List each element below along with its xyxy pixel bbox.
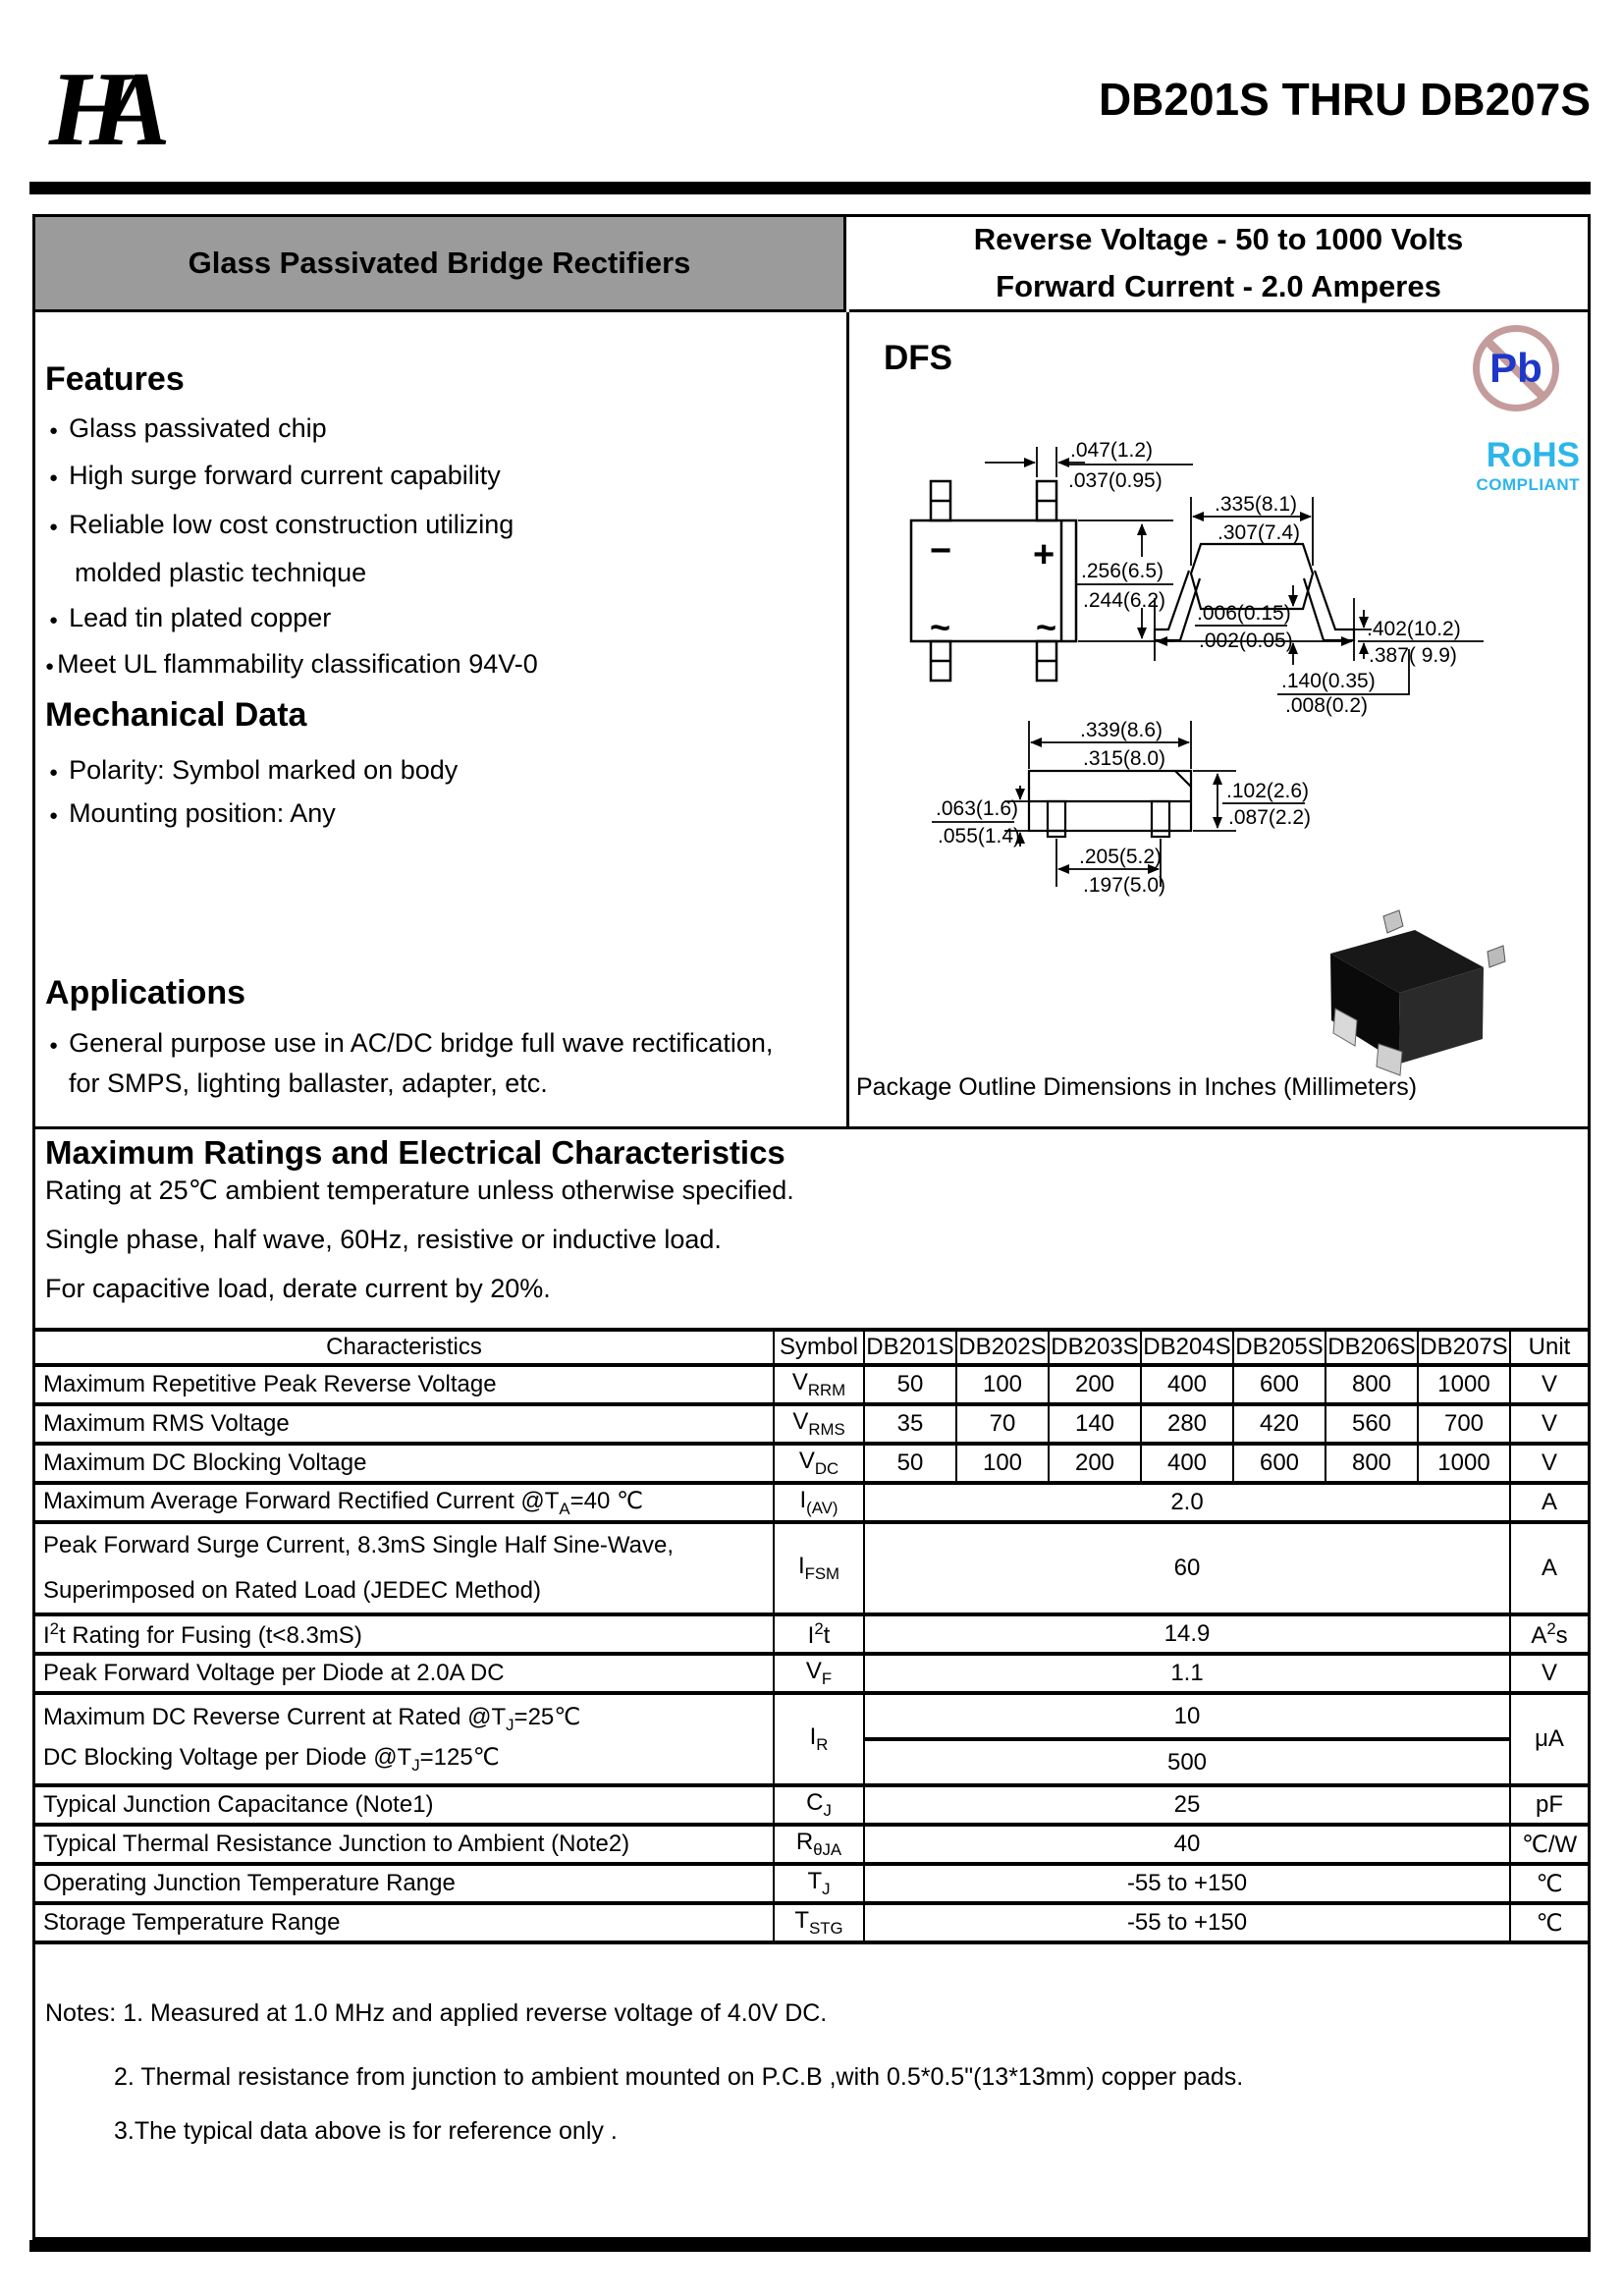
front-view — [1029, 771, 1191, 837]
table-row-vf: Peak Forward Voltage per Diode at 2.0A DC $V_F$ 1.1 V — [35, 1654, 1588, 1693]
polarity-ac: ~ — [1036, 607, 1057, 647]
symbol-cell: $V_F$ — [774, 1654, 864, 1693]
pb-free-icon: Pb — [1473, 325, 1559, 411]
feature-item: ● High surge forward current capability — [49, 461, 501, 490]
symbol-cell: $I_{(AV)}$ — [774, 1483, 864, 1522]
symbol-cell: $V_{DC}$ — [774, 1444, 864, 1483]
bullet-icon: ● — [49, 612, 59, 629]
col-header: DB201S — [864, 1330, 956, 1365]
col-header: DB203S — [1049, 1330, 1141, 1365]
col-header: DB204S — [1141, 1330, 1233, 1365]
col-header: Unit — [1510, 1330, 1588, 1365]
dim-label: .087(2.2) — [1228, 806, 1312, 829]
table-row-vdc: Maximum DC Blocking Voltage $V_{DC}$ 50 100 200 400 600 800 1000 V — [35, 1444, 1588, 1483]
dim-label: .008(0.2) — [1285, 694, 1369, 717]
dim-label: .063(1.6) — [936, 797, 1019, 820]
bullet-icon: ● — [45, 658, 55, 675]
note-line: 3.The typical data above is for reference only . — [114, 2117, 618, 2145]
table-row-rthja: Typical Thermal Resistance Junction to Ambient (Note2) $R_{\theta JA}$ 40 ℃/W — [35, 1825, 1588, 1864]
note-line: 2. Thermal resistance from junction to ambient mounted on P.C.B ,with 0.5*0.5"(13*13mm) copper pads. — [114, 2063, 1244, 2091]
dim-label: .256(6.5) — [1081, 560, 1164, 582]
ratings-condition: For capacitive load, derate current by 20%. — [45, 1274, 551, 1303]
ratings-table — [35, 1328, 1588, 1944]
dim-label: .315(8.0) — [1083, 747, 1166, 770]
table-row-tj: Operating Junction Temperature Range $T_J$ -55 to +150 ℃ — [35, 1864, 1588, 1903]
dim-label: .140(0.35) — [1281, 670, 1376, 692]
header-rule — [29, 182, 1591, 194]
col-header: Characteristics — [35, 1330, 774, 1365]
content-frame — [32, 214, 1591, 2240]
polarity-ac: ~ — [930, 607, 951, 647]
table-row-iav: Maximum Average Forward Rectified Current $@T_A=40$ ℃ $I_{(AV)}$ 2.0 A — [35, 1483, 1588, 1522]
dim-label: .102(2.6) — [1226, 780, 1310, 802]
bullet-icon: ● — [49, 764, 59, 781]
dim-label: .387( 9.9) — [1369, 644, 1457, 667]
table-row-ir: Maximum DC Reverse Current at Rated $@T_J=25℃$ DC Blocking Voltage per Diode $@T_J=125℃$ $I_R$ 10 500 μA — [35, 1693, 1588, 1785]
dim-label: .002(0.05) — [1199, 629, 1293, 652]
dim-label: .205(5.2) — [1079, 846, 1163, 868]
col-header: DB202S — [956, 1330, 1049, 1365]
ratings-table-wrapper — [35, 1328, 1588, 1944]
symbol-cell: $I_R$ — [774, 1693, 864, 1785]
table-header-row — [35, 1330, 1588, 1365]
forward-current-line: Forward Current - 2.0 Amperes — [996, 269, 1441, 303]
table-row-i2t: $I^2t$ Rating for Fusing (t<8.3mS) $I^2t$ 14.9 $A^2s$ — [35, 1614, 1588, 1654]
feature-item: ● Glass passivated chip — [49, 413, 327, 443]
col-header: DB207S — [1418, 1330, 1510, 1365]
feature-item-continuation: molded plastic technique — [75, 558, 367, 587]
bullet-icon: ● — [49, 469, 59, 486]
symbol-cell: $I^2t$ — [774, 1614, 864, 1654]
package-name: DFS — [884, 339, 952, 377]
feature-item: ● Meet UL flammability classification 94V-0 — [45, 649, 538, 679]
top-view — [911, 481, 1076, 681]
polarity-plus: + — [1033, 534, 1055, 575]
table-row-vrms: Maximum RMS Voltage $V_{RMS}$ 35 70 140 280 420 560 700 V — [35, 1404, 1588, 1444]
symbol-cell: $T_{STG}$ — [774, 1903, 864, 1942]
table-row-tstg: Storage Temperature Range $T_{STG}$ -55 to +150 ℃ — [35, 1903, 1588, 1942]
table-row-cj: Typical Junction Capacitance (Note1) $C_J$ 25 pF — [35, 1785, 1588, 1825]
applications-heading: Applications — [45, 974, 246, 1011]
dim-label: .037(0.95) — [1068, 469, 1163, 492]
bullet-icon: ● — [49, 807, 59, 824]
symbol-cell: $I_{FSM}$ — [774, 1522, 864, 1614]
product-title-banner: Glass Passivated Bridge Rectifiers — [35, 217, 846, 312]
features-heading: Features — [45, 360, 185, 398]
col-header: DB206S — [1325, 1330, 1418, 1365]
table-row-vrrm: Maximum Repetitive Peak Reverse Voltage $V_{RRM}$ 50 100 200 400 600 800 1000 V — [35, 1365, 1588, 1404]
footer-rule — [29, 2240, 1591, 2252]
spec-summary — [849, 217, 1588, 312]
mechanical-item: ● Mounting position: Any — [49, 798, 336, 828]
dim-label: .055(1.4) — [938, 825, 1021, 847]
rohs-badge: RoHS COMPLIANT — [1476, 436, 1580, 494]
ratings-heading: Maximum Ratings and Electrical Characteristics — [45, 1134, 785, 1171]
dim-label: .339(8.6) — [1080, 719, 1163, 741]
dim-label: .006(0.15) — [1197, 602, 1291, 625]
mechanical-item: ● Polarity: Symbol marked on body — [49, 755, 459, 785]
col-header: Symbol — [774, 1330, 864, 1365]
bullet-icon: ● — [49, 519, 59, 535]
ratings-condition: Single phase, half wave, 60Hz, resistive or inductive load. — [45, 1225, 722, 1254]
dim-label: .307(7.4) — [1217, 521, 1301, 544]
reverse-voltage-line: Reverse Voltage - 50 to 1000 Volts — [973, 222, 1464, 256]
bullet-icon: ● — [49, 1037, 59, 1054]
col-header: DB205S — [1233, 1330, 1325, 1365]
mechanical-heading: Mechanical Data — [45, 696, 307, 734]
note-line: Notes: 1. Measured at 1.0 MHz and applied reverse voltage of 4.0V DC. — [45, 1999, 828, 2027]
ratings-condition: Rating at 25℃ ambient temperature unless otherwise specified. — [45, 1175, 794, 1205]
bullet-icon: ● — [49, 422, 59, 439]
symbol-cell: $V_{RRM}$ — [774, 1365, 864, 1404]
dim-label: .244(6.2) — [1083, 589, 1166, 612]
symbol-cell: $C_J$ — [774, 1785, 864, 1825]
symbol-cell: $V_{RMS}$ — [774, 1404, 864, 1444]
package-caption: Package Outline Dimensions in Inches (Millimeters) — [856, 1073, 1418, 1101]
application-item-continuation: for SMPS, lighting ballaster, adapter, etc. — [69, 1068, 548, 1098]
dim-label: .197(5.0) — [1083, 874, 1166, 897]
polarity-minus: − — [930, 530, 952, 572]
feature-item: ● Reliable low cost construction utilizing — [49, 510, 514, 539]
table-row-ifsm: Peak Forward Surge Current, 8.3mS Single Half Sine-Wave, Superimposed on Rated Load (JEDEC Method) $I_{FSM}$ 60 A — [35, 1522, 1588, 1614]
section-divider — [35, 1126, 1588, 1129]
package-3d-image — [1330, 910, 1505, 1075]
feature-item: ● Lead tin plated copper — [49, 603, 332, 632]
symbol-cell: $T_J$ — [774, 1864, 864, 1903]
manufacturer-logo: HA — [49, 51, 139, 168]
dim-label: .335(8.1) — [1215, 493, 1298, 516]
part-number-title: DB201S THRU DB207S — [1098, 74, 1591, 125]
application-item: ● General purpose use in AC/DC bridge full wave rectification, — [49, 1028, 774, 1058]
dim-label: .047(1.2) — [1070, 439, 1154, 462]
symbol-cell: $R_{\theta JA}$ — [774, 1825, 864, 1864]
dim-label: .402(10.2) — [1367, 618, 1461, 640]
